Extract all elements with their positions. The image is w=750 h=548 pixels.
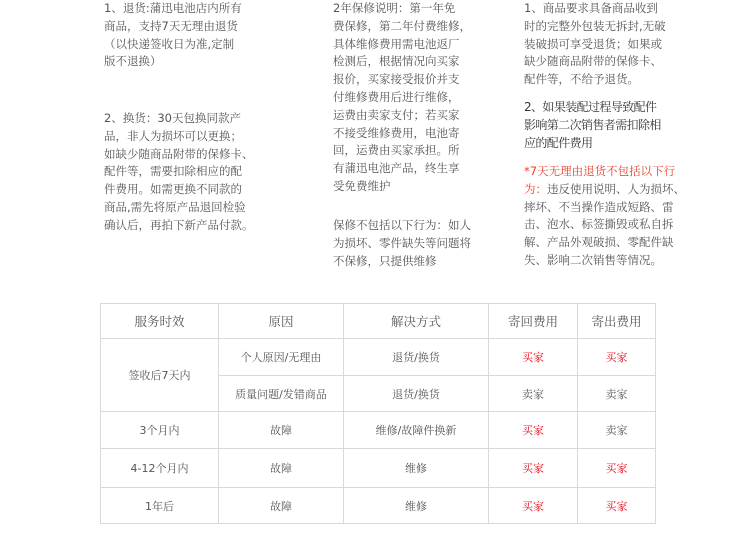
solution-cell: 维修 [344,449,489,488]
send-cost-cell: 卖家 [578,412,656,449]
period-cell: 签收后7天内 [101,339,219,412]
header-reason: 原因 [219,304,344,339]
table-header-row [101,304,656,339]
return-cost-cell: 卖家 [489,376,578,412]
period-cell: 4-12个月内 [101,449,219,488]
service-table [100,303,656,524]
reason-cell: 故障 [219,412,344,449]
return-cost-cell: 买家 [489,412,578,449]
header-period: 服务时效 [101,304,219,339]
solution-cell: 维修 [344,488,489,524]
send-cost-cell: 卖家 [578,376,656,412]
period-cell: 3个月内 [101,412,219,449]
solution-cell: 退货/换货 [344,376,489,412]
return-policy-text: 1、退货:蒲迅电池店内所有 商品，支持7天无理由退货 （以快递签收日为准,定制 版不退换） [104,1,242,69]
return-exclusions-list: 违反使用说明、人为损坏、 摔坏、不当操作造成短路、雷 击、泡水、标签撕毁或私自拆 解、产品外观破损、零配件缺 失、影响二次销售等情况。 [524,181,685,267]
send-cost-cell: 买家 [578,449,656,488]
exchange-policy-text: 2、换货：30天包换同款产 品，非人为损坏可以更换； 如缺少随商品附带的保修卡、 配件等，需要扣除相应的配 件费用。如需更换不同款的 商品,需先将原产品退回检验 确认后，再拍下新产品付款。 [104,111,254,232]
return-exclusions-lead: *7天无理由退货不包括以下行 为： [524,164,676,196]
reason-cell: 个人原因/无理由 [219,339,344,376]
header-solution: 解决方式 [344,304,489,339]
period-cell: 1年后 [101,488,219,524]
send-cost-cell: 买家 [578,488,656,524]
warranty-exclusions: 保修不包括以下行为：如人 为损坏、零件缺失等问题将 不保修，只提供维修 [333,218,471,268]
solution-cell: 退货/换货 [344,339,489,376]
return-cost-cell: 买家 [489,339,578,376]
reason-cell: 故障 [219,449,344,488]
return-condition-2: 2、如果装配过程导致配件 影响第二次销售者需扣除相 应的配件费用 [524,100,661,150]
header-send-cost: 寄出费用 [578,304,656,339]
return-condition-1: 1、商品要求具备商品收到 时的完整外包装无拆封,无破 装破损可享受退货；如果或 缺少随商品附带的保修卡、 配件等，不给予退货。 [524,1,666,87]
table-row [101,449,656,488]
reason-cell: 故障 [219,488,344,524]
send-cost-cell: 买家 [578,339,656,376]
table-row [101,488,656,524]
reason-cell: 质量问题/发错商品 [219,376,344,412]
warranty-description: 2年保修说明：第一年免 费保修，第二年付费维修， 具体维修费用需电池返厂 检测后，根据情况向买家 报价，买家接受报价并支 付维修费用后进行维修， 运费由卖家支付；若买家 不接受维修费用，电池寄 回，运费由买家承担。所 有蒲迅电池产品，终生享 受免费维护 [333,1,471,193]
table-row [101,339,656,376]
solution-cell: 维修/故障件换新 [344,412,489,449]
return-cost-cell: 买家 [489,488,578,524]
return-exclusions [524,163,685,270]
header-return-cost: 寄回费用 [489,304,578,339]
table-row [101,412,656,449]
return-cost-cell: 买家 [489,449,578,488]
